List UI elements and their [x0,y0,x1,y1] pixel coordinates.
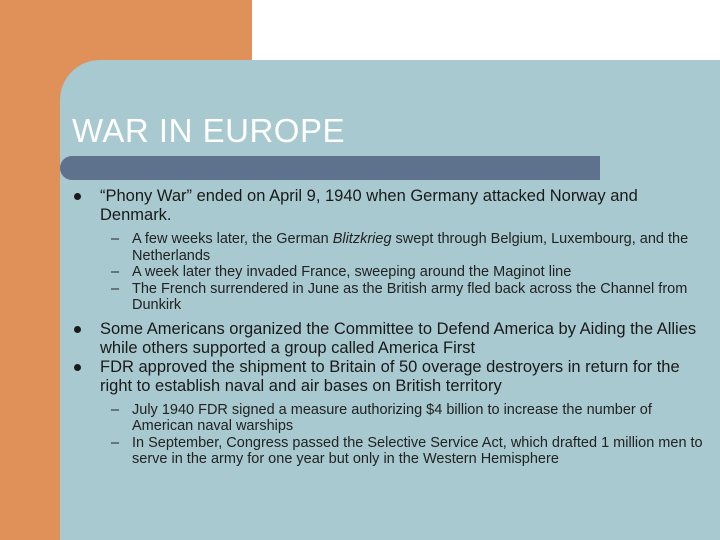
dash-icon: – [111,434,120,451]
dash-icon: – [111,401,120,418]
sub-bullet-text: July 1940 FDR signed a measure authorizing $4 billion to increase the number of American naval warships [132,401,652,434]
dash-icon: – [111,280,120,297]
bullet-phony-war [64,187,704,225]
bullet-dot-icon [74,326,81,333]
title-bar [60,156,600,180]
bullet-committee [64,320,704,358]
sub-bullet-selective-service [64,435,704,468]
dash-icon: – [111,264,120,280]
slide-title: WAR IN EUROPE [72,112,345,149]
bullet-text: FDR approved the shipment to Britain of 50 overage destroyers in return for the right to establish naval and air bases on British territory [100,357,680,395]
sub-bullet-text-pre: A few weeks later, the German [132,231,333,247]
slide-content [64,187,704,468]
sub-bullet-france [64,264,704,281]
bullet-dot-icon [74,364,81,371]
sub-bullet-blitzkrieg [64,231,704,264]
sub-bullet-text: The French surrendered in June as the British army fled back across the Channel from Dunkirk [132,280,688,313]
bullet-destroyers [64,358,704,396]
bullet-dot-icon [74,193,81,200]
bullet-text: “Phony War” ended on April 9, 1940 when Germany attacked Norway and Denmark. [100,187,638,224]
sub-bullet-text-em: Blitzkrieg [332,231,392,247]
sub-bullet-dunkirk [64,281,704,314]
sub-bullet-text: A week later they invaded France, sweeping around the Maginot line [132,264,572,280]
sub-bullet-text-post: swept through Belgium, Luxembourg, and the Netherlands [132,231,689,264]
sub-bullet-text: In September, Congress passed the Selective Service Act, which drafted 1 million men to serve in the army for one year but only in the Western Hemisphere [132,434,703,467]
dash-icon: – [111,231,120,247]
bullet-text: Some Americans organized the Committee to Defend America by Aiding the Allies while others supported a group called America First [100,319,697,357]
sub-bullet-naval-warships [64,402,704,435]
